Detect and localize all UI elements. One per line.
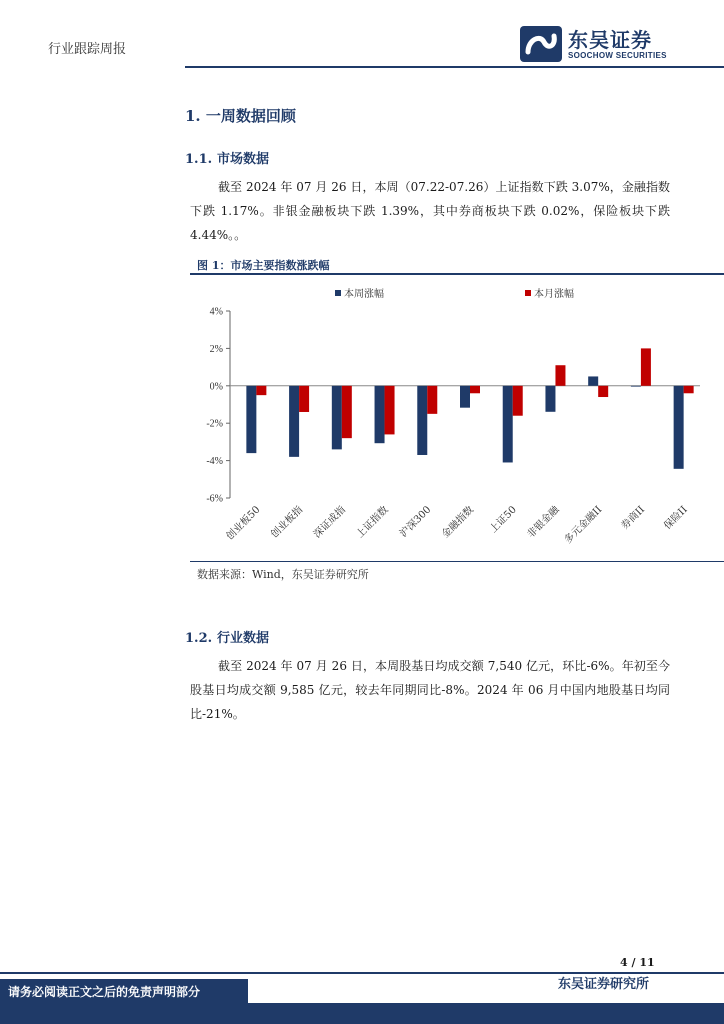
figure-bottom-rule — [190, 561, 724, 562]
bar — [555, 365, 565, 386]
subsection-number: 1.1. — [185, 152, 213, 167]
bar — [342, 386, 352, 438]
bar — [417, 386, 427, 455]
bar — [503, 386, 513, 463]
legend-label: 本周涨幅 — [344, 289, 384, 300]
footer-institute-name: 东吴证券研究所 — [558, 977, 650, 992]
bar — [674, 386, 684, 469]
legend-swatch — [525, 290, 531, 296]
x-tick-label: 保险II — [662, 504, 690, 532]
y-tick-label: -2% — [206, 418, 223, 430]
footer-bar — [0, 1003, 724, 1024]
x-tick-label: 金融指数 — [440, 504, 477, 541]
bar — [631, 386, 641, 387]
legend-label: 本月涨幅 — [534, 289, 574, 300]
figure-top-rule — [190, 273, 724, 275]
bar — [470, 386, 480, 393]
company-logo — [520, 26, 667, 62]
x-tick-label: 沪深300 — [397, 504, 434, 540]
bar — [289, 386, 299, 457]
subsection-title: 行业数据 — [217, 631, 270, 646]
report-type-label: 行业跟踪周报 — [48, 42, 127, 57]
bar — [513, 386, 523, 416]
section-title: 1. 一周数据回顾 — [185, 107, 296, 125]
bar — [588, 376, 598, 385]
x-tick-label: 非银金融 — [525, 504, 562, 541]
figure-title: 图 1：市场主要指数涨跌幅 — [197, 259, 330, 272]
bar — [375, 386, 385, 443]
disclaimer-notice: 请务必阅读正文之后的免责声明部分 — [0, 979, 248, 1003]
bar — [385, 386, 395, 435]
x-tick-label: 多元金融II — [562, 504, 605, 546]
subsection-heading-market — [185, 148, 269, 167]
bar — [427, 386, 437, 414]
header-divider — [185, 66, 724, 68]
bar — [256, 386, 266, 395]
subsection-heading-industry — [185, 627, 269, 646]
bar — [460, 386, 470, 408]
bar — [246, 386, 256, 453]
y-tick-label: -4% — [206, 456, 223, 468]
x-tick-label: 券商II — [619, 504, 648, 532]
y-tick-label: -6% — [206, 493, 223, 505]
bar — [299, 386, 309, 412]
x-tick-label: 创业板指 — [269, 504, 306, 541]
legend-swatch — [335, 290, 341, 296]
bar — [545, 386, 555, 412]
y-tick-label: 2% — [209, 343, 223, 355]
bar — [684, 386, 694, 393]
x-tick-label: 深证成指 — [311, 504, 348, 541]
y-tick-label: 4% — [209, 306, 223, 318]
index-change-bar-chart — [190, 278, 724, 561]
bar — [598, 386, 608, 397]
bar — [332, 386, 342, 450]
bar — [641, 348, 651, 385]
subsection-title: 市场数据 — [217, 152, 270, 167]
x-tick-label: 创业板50 — [224, 504, 263, 543]
y-tick-label: 0% — [209, 381, 223, 393]
logo-english-name: SOOCHOW SECURITIES — [568, 50, 667, 60]
page-number: 4 / 11 — [620, 956, 655, 969]
x-tick-label: 上证50 — [487, 504, 519, 536]
market-paragraph: 截至 2024 年 07 月 26 日，本周（07.22-07.26）上证指数下跌 3.07%，金融指数下跌 1.17%。非银金融板块下跌 1.39%，其中券商板块下跌 0.02%，保险板块下跌 4.44%。。 — [190, 180, 670, 242]
soochow-logo-icon — [520, 26, 562, 62]
subsection-number: 1.2. — [185, 631, 213, 646]
figure-source: 数据来源：Wind，东吴证券研究所 — [197, 568, 369, 581]
industry-paragraph: 截至 2024 年 07 月 26 日，本周股基日均成交额 7,540 亿元，环比-6%。年初至今股基日均成交额 9,585 亿元，较去年同期同比-8%。2024 年 06 月中国内地股基日均同比-21%。 — [190, 659, 670, 721]
x-tick-label: 上证指数 — [354, 504, 391, 541]
logo-chinese-name: 东吴证券 — [568, 27, 652, 52]
